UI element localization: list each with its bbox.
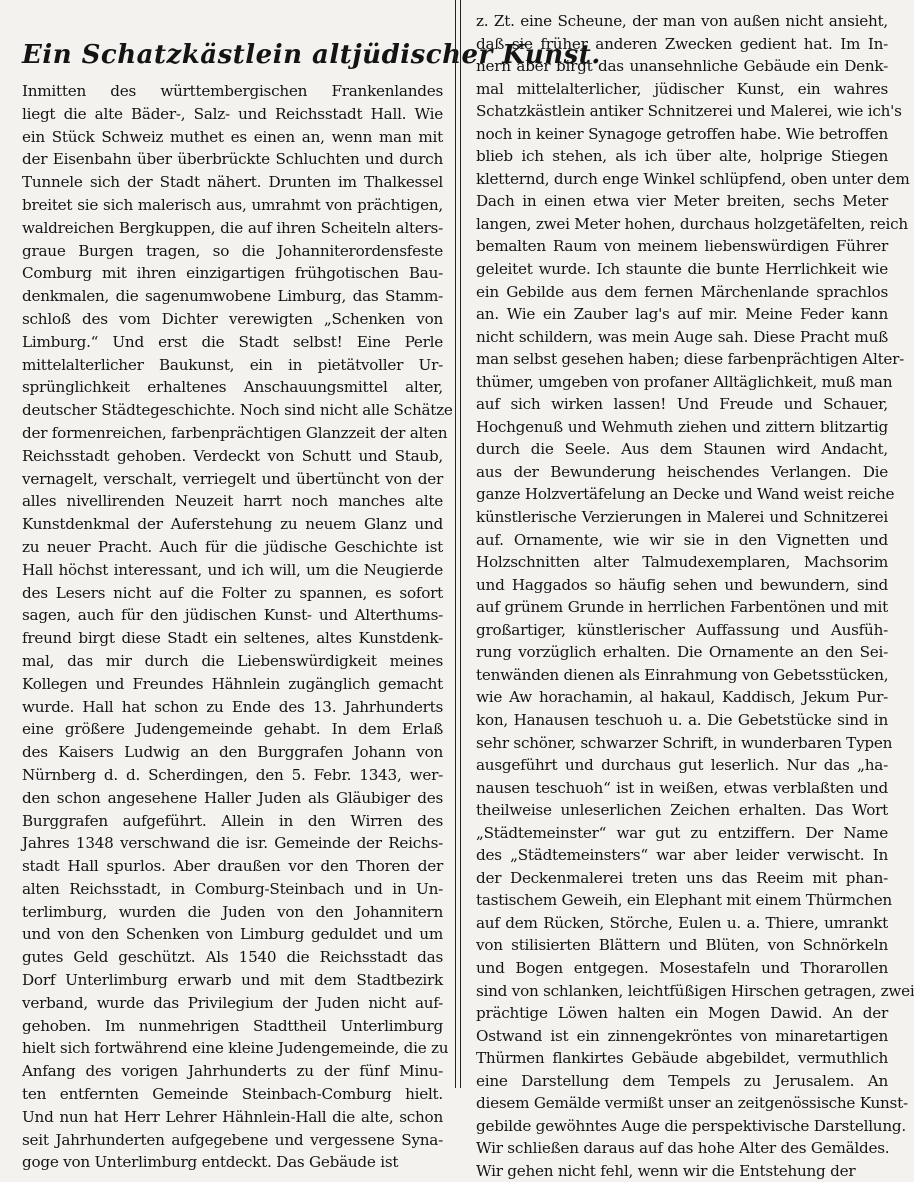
text-line: kletternd, durch enge Winkel schlüpfend, oben unter dem	[476, 169, 910, 188]
text-line: „Städtemeinster“ war gut zu entziffern. Der Name	[476, 823, 888, 842]
text-line: Anfang des vorigen Jahrhunderts zu der fünf Minu-	[22, 1062, 443, 1081]
text-line: des „Städtemeinsters“ war aber leider verwischt. In	[476, 846, 888, 865]
text-line: Wir schließen daraus auf das hohe Alter des Gemäldes.	[476, 1139, 890, 1158]
text-line: durch die Seele. Aus dem Staunen wird Andacht,	[476, 440, 888, 459]
text-line: freund birgt diese Stadt ein seltenes, altes Kunstdenk-	[22, 629, 443, 648]
text-line: alten Reichsstadt, in Comburg-Steinbach und in Un-	[22, 879, 443, 898]
text-line: breitet sie sich malerisch aus, umrahmt von prächtigen,	[22, 195, 443, 214]
text-line: künstlerische Verzierungen in Malerei und Schnitzerei	[476, 508, 888, 527]
text-line: und Bogen entgegen. Mosestafeln und Thorarollen	[476, 958, 888, 977]
article-title: Ein Schatzkästlein altjüdischer Kunst.	[22, 40, 601, 70]
text-line: z. Zt. eine Scheune, der man von außen nicht ansieht,	[476, 12, 888, 30]
text-line: Dach in einen etwa vier Meter breiten, sechs Meter	[476, 192, 888, 211]
text-line: Wir gehen nicht fehl, wenn wir die Entstehung der	[476, 1161, 856, 1180]
text-line: theilweise unleserlichen Zeichen erhalten. Das Wort	[476, 801, 888, 820]
column-divider	[455, 0, 461, 1088]
text-line: großartiger, künstlerischer Auffassung und Ausfüh-	[476, 620, 888, 639]
text-line: hielt sich fortwährend eine kleine Judengemeinde, die zu	[22, 1039, 449, 1058]
text-line: den schon angesehene Haller Juden als Gläubiger des	[22, 788, 443, 807]
text-line: sehr schöner, schwarzer Schrift, in wunderbaren Typen	[476, 733, 893, 752]
text-line: Hochgenuß und Wehmuth ziehen und zittern blitzartig	[476, 417, 888, 436]
text-line: schloß des vom Dichter verewigten „Schenken von	[22, 309, 443, 328]
text-line: tenwänden dienen als Einrahmung von Gebetsstücken,	[476, 665, 889, 684]
text-line: graue Burgen tragen, so die Johanniterordensfeste	[22, 241, 443, 260]
left-column-text	[22, 80, 453, 1174]
text-line: vernagelt, verschalt, verriegelt und übertüncht von der	[22, 469, 443, 488]
text-line: Kunstdenkmal der Auferstehung zu neuem Glanz und	[22, 515, 443, 534]
text-line: Schatzkästlein antiker Schnitzerei und Malerei, wie ich's	[476, 102, 902, 121]
text-line: eine Darstellung dem Tempels zu Jerusalem. An	[476, 1071, 888, 1090]
text-line: und Haggados so häufig sehen und bewundern, sind	[476, 575, 888, 594]
text-line: und von den Schenken von Limburg geduldet und um	[22, 925, 443, 944]
text-line: sagen, auch für den jüdischen Kunst- und Alterthums-	[22, 606, 443, 625]
text-line: nern aber birgt das unansehnliche Gebäude ein Denk-	[476, 57, 888, 76]
text-line: des Kaisers Ludwig an den Burggrafen Johann von	[22, 743, 443, 762]
text-line: von stilisierten Blättern und Blüten, von Schnörkeln	[476, 936, 888, 955]
text-line: tastischem Geweih, ein Elephant mit einem Thürmchen	[476, 891, 892, 910]
text-line: ausgeführt und durchaus gut leserlich. Nur das „ha-	[476, 756, 888, 775]
text-line: Thürmen flankirtes Gebäude abgebildet, vermuthlich	[476, 1049, 888, 1068]
text-line: auf dem Rücken, Störche, Eulen u. a. Thiere, umrankt	[476, 913, 888, 932]
text-line: Nürnberg d. d. Scherdingen, den 5. Febr. 1343, wer-	[22, 765, 443, 784]
text-line: ein Stück Schweiz muthet es einen an, wenn man mit	[22, 127, 443, 146]
text-line: ganze Holzvertäfelung an Decke und Wand weist reiche	[476, 485, 895, 504]
text-line: Ostwand ist ein zinnengekröntes von minaretartigen	[476, 1026, 888, 1045]
text-line: seit Jahrhunderten aufgegebene und vergessene Syna-	[22, 1130, 443, 1149]
text-line: Dorf Unterlimburg erwarb und mit dem Stadtbezirk	[22, 971, 443, 990]
text-line: nicht schildern, was mein Auge sah. Diese Pracht muß	[476, 327, 888, 346]
right-column-text	[476, 10, 914, 1182]
text-line: mittelalterlicher Baukunst, ein in pietätvoller Ur-	[22, 355, 443, 374]
text-line: noch in keiner Synagoge getroffen habe. Wie betroffen	[476, 124, 888, 143]
text-line: prächtige Löwen halten ein Mogen Dawid. An der	[476, 1004, 888, 1023]
text-line: Reichsstadt gehoben. Verdeckt von Schutt und Staub,	[22, 446, 443, 465]
text-line: der Eisenbahn über überbrückte Schluchten und durch	[22, 150, 443, 169]
text-line: thümer, umgeben von profaner Alltäglichkeit, muß man	[476, 372, 893, 391]
text-line: Jahres 1348 verschwand die isr. Gemeinde der Reichs-	[22, 834, 443, 853]
text-line: auf grünem Grunde in herrlichen Farbentönen und mit	[476, 598, 888, 617]
text-line: des Lesers nicht auf die Folter zu spannen, es sofort	[22, 583, 443, 602]
text-line: denkmalen, die sagenumwobene Limburg, das Stamm-	[22, 287, 443, 306]
text-line: Limburg.“ Und erst die Stadt selbst! Eine Perle	[22, 332, 443, 351]
text-line: alles nivellirenden Neuzeit harrt noch manches alte	[22, 492, 443, 511]
text-line: Comburg mit ihren einzigartigen frühgotischen Bau-	[22, 264, 443, 283]
text-line: eine größere Judengemeinde gehabt. In dem Erlaß	[22, 720, 443, 739]
text-line: Kollegen und Freundes Hähnlein zugänglich gemacht	[22, 674, 443, 693]
text-line: wurde. Hall hat schon zu Ende des 13. Jahrhunderts	[22, 697, 443, 716]
text-line: bemalten Raum von meinem liebenswürdigen Führer	[476, 237, 888, 256]
text-line: gutes Geld geschützt. Als 1540 die Reichsstadt das	[22, 948, 443, 967]
text-line: Inmitten des württembergischen Frankenlandes	[22, 82, 443, 100]
text-line: der formenreichen, farbenprächtigen Glanzzeit der alten	[22, 423, 448, 442]
text-line: gebilde gewöhntes Auge die perspektivische Darstellung.	[476, 1116, 906, 1135]
text-line: an. Wie ein Zauber lag's auf mir. Meine Feder kann	[476, 305, 888, 324]
text-line: blieb ich stehen, als ich über alte, holprige Stiegen	[476, 147, 888, 166]
text-line: mal, das mir durch die Liebenswürdigkeit meines	[22, 651, 443, 670]
text-line: geleitet wurde. Ich staunte die bunte Herrlichkeit wie	[476, 260, 888, 279]
text-line: verband, wurde das Privilegium der Juden nicht auf-	[22, 993, 443, 1012]
text-line: sprünglichkeit erhaltenes Anschauungsmittel alter,	[22, 378, 443, 397]
text-line: gehoben. Im nunmehrigen Stadttheil Unterlimburg	[22, 1016, 443, 1035]
text-line: der Deckenmalerei treten uns das Reeim mit phan-	[476, 868, 888, 887]
text-line: liegt die alte Bäder-, Salz- und Reichsstadt Hall. Wie	[22, 104, 443, 123]
text-line: auf. Ornamente, wie wir sie in den Vignetten und	[476, 530, 888, 549]
text-line: diesem Gemälde vermißt unser an zeitgenössische Kunst-	[476, 1094, 908, 1113]
text-line: stadt Hall spurlos. Aber draußen vor den Thoren der	[22, 857, 443, 876]
text-line: aus der Bewunderung heischendes Verlangen. Die	[476, 462, 888, 481]
text-line: Holzschnitten alter Talmudexemplaren, Machsorim	[476, 553, 888, 572]
text-line: Und nun hat Herr Lehrer Hähnlein-Hall die alte, schon	[22, 1107, 443, 1126]
text-line: mal mittelalterlicher, jüdischer Kunst, ein wahres	[476, 79, 888, 98]
text-line: waldreichen Bergkuppen, die auf ihren Scheiteln alters-	[22, 218, 443, 237]
text-line: daß sie früher anderen Zwecken gedient hat. Im In-	[476, 34, 888, 53]
text-line: Tunnele sich der Stadt nähert. Drunten im Thalkessel	[22, 173, 443, 192]
text-line: sind von schlanken, leichtfüßigen Hirschen getragen, zwei	[476, 981, 914, 1000]
text-line: auf sich wirken lassen! Und Freude und Schauer,	[476, 395, 888, 414]
text-line: ein Gebilde aus dem fernen Märchenlande sprachlos	[476, 282, 888, 301]
text-line: man selbst gesehen haben; diese farbenprächtigen Alter-	[476, 350, 905, 369]
text-line: nausen teschuoh“ ist in weißen, etwas verblaßten und	[476, 778, 888, 797]
text-line: deutscher Städtegeschichte. Noch sind nicht alle Schätze	[22, 401, 453, 420]
text-line: goge von Unterlimburg entdeckt. Das Gebäude ist	[22, 1153, 399, 1172]
text-line: Burggrafen aufgeführt. Allein in den Wirren des	[22, 811, 443, 830]
text-line: zu neuer Pracht. Auch für die jüdische Geschichte ist	[22, 537, 443, 556]
text-line: wie Aw horachamin, al hakaul, Kaddisch, Jekum Pur-	[476, 688, 888, 707]
text-line: langen, zwei Meter hohen, durchaus holzgetäfelten, reich	[476, 214, 908, 233]
right-column	[468, 0, 914, 1180]
text-line: terlimburg, wurden die Juden von den Johannitern	[22, 902, 443, 921]
text-line: kon, Hanausen teschuoh u. a. Die Gebetstücke sind in	[476, 710, 888, 729]
text-line: ten entfernten Gemeinde Steinbach-Comburg hielt.	[22, 1085, 443, 1104]
text-line: Hall höchst interessant, und ich will, um die Neugierde	[22, 560, 443, 579]
text-line: rung vorzüglich erhalten. Die Ornamente an den Sei-	[476, 643, 888, 662]
